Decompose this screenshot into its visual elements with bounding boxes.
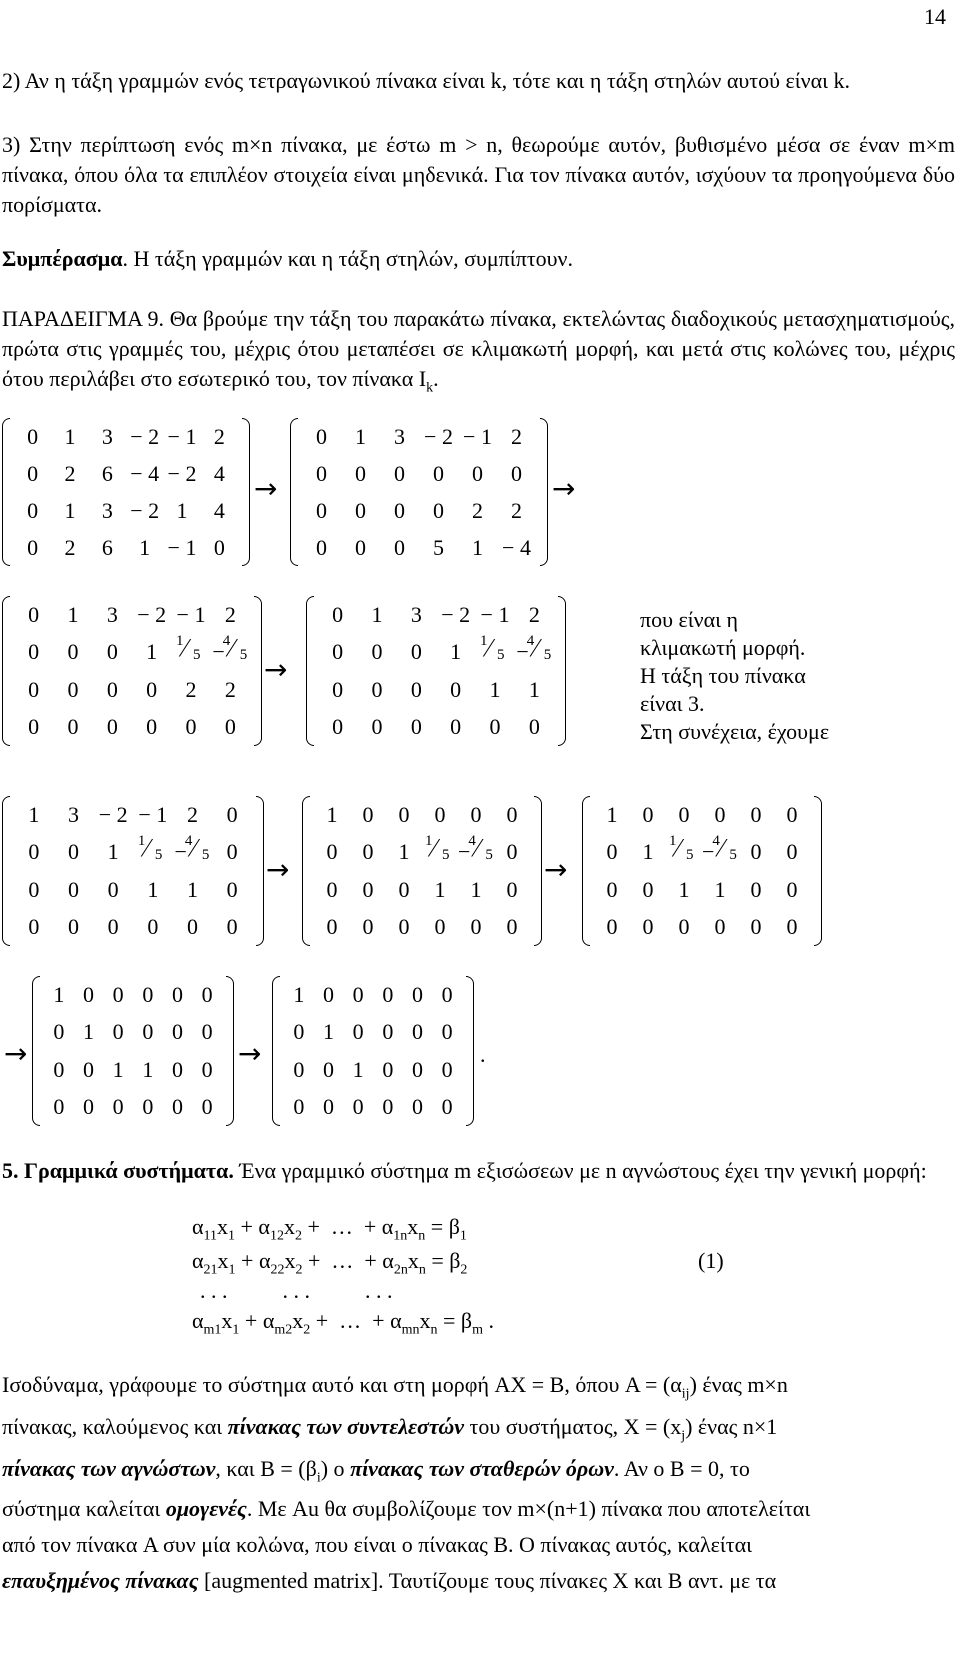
matrix-cell: 2 <box>187 801 198 827</box>
matrix-cell: 3 <box>101 423 113 449</box>
matrix-cell: 0 <box>470 801 482 827</box>
matrix-cell: 2 <box>528 601 540 627</box>
left-bracket <box>306 596 314 746</box>
matrix-cell: 0 <box>441 1094 453 1120</box>
matrix-cell: 1 <box>107 839 119 865</box>
matrix-cell: 0 <box>528 714 540 740</box>
matrix-cell: 0 <box>106 676 118 702</box>
matrix-cell: 0 <box>112 1094 124 1120</box>
matrix-cell: 0 <box>27 497 39 523</box>
left-bracket <box>290 418 298 566</box>
matrix-cell: 0 <box>352 1019 364 1045</box>
matrix-cell: 0 <box>382 1019 394 1045</box>
matrix-cell: 0 <box>28 639 40 665</box>
matrix-3 <box>2 596 262 746</box>
matrix-cell: 0 <box>112 981 124 1007</box>
matrix-cell: − 4 ⁄ 5 <box>458 833 493 865</box>
matrix-cell: 1 <box>398 839 410 865</box>
matrix-cell: 0 <box>786 914 798 940</box>
matrix-cell: 2 <box>472 497 483 523</box>
matrix-cell: 0 <box>201 981 213 1007</box>
matrix-cell: 0 <box>362 914 374 940</box>
matrix-cell: 0 <box>53 1019 65 1045</box>
note-line-1: που είναι η <box>640 607 739 632</box>
matrix-cell: 0 <box>352 981 364 1007</box>
conclusion-text: . Η τάξη γραμμών και η τάξη στηλών, συμπίπτουν. <box>122 246 573 271</box>
matrix-cell: 0 <box>172 1094 183 1120</box>
matrix-cell: 0 <box>506 839 518 865</box>
matrix-cell: 2 <box>511 497 522 523</box>
matrix-cell: 0 <box>412 1056 423 1082</box>
matrix-cell: 0 <box>226 801 238 827</box>
matrix-cell: 1 ⁄ 5 <box>425 833 450 864</box>
note-line-3: Η τάξη του πίνακα <box>640 663 806 688</box>
matrix-cell: 0 <box>28 676 40 702</box>
matrix-cell: 1 <box>323 1019 334 1045</box>
matrix-cell: 0 <box>750 839 762 865</box>
matrix-cell: 0 <box>315 460 327 486</box>
matrix-cell: 0 <box>750 914 762 940</box>
matrix-cell: 1 <box>83 1019 94 1045</box>
matrix-cell: 0 <box>28 714 40 740</box>
matrix-8 <box>32 976 234 1126</box>
right-bracket <box>534 796 542 946</box>
matrix-cell: 0 <box>606 876 618 902</box>
matrix-cell: 0 <box>106 714 118 740</box>
matrix-cell: 0 <box>362 876 374 902</box>
matrix-cell: 1 <box>470 876 482 902</box>
matrix-cell: 1 ⁄ 5 <box>137 833 163 864</box>
matrix-cell: 0 <box>28 876 40 902</box>
matrix-cell: − 2 <box>424 423 453 449</box>
matrix-cell: 0 <box>326 839 338 865</box>
matrix-cell: 1 ⁄ 5 <box>669 833 694 864</box>
matrix-cell: 0 <box>323 1056 334 1082</box>
section5-title: 5. Γραμμικά συστήματα. <box>2 1158 234 1183</box>
matrix-cell: 0 <box>506 801 518 827</box>
matrix-cell: 0 <box>362 801 374 827</box>
matrix-cell: 2 <box>64 534 76 560</box>
matrix-cell: 0 <box>293 1094 305 1120</box>
matrix-cell: 1 <box>352 1056 364 1082</box>
matrix-cell: − 4 ⁄ 5 <box>516 633 552 665</box>
matrix-cell: 1 <box>293 981 305 1007</box>
matrix-cell: 0 <box>412 981 423 1007</box>
matrix-cell: 2 <box>213 423 225 449</box>
matrix-cell: 0 <box>371 676 383 702</box>
matrix-cell: 0 <box>315 423 327 449</box>
matrix-cell: − 4 <box>130 460 160 486</box>
matrix-cell: 3 <box>101 497 113 523</box>
matrix-cell: 0 <box>642 876 654 902</box>
matrix-cell: 0 <box>362 839 374 865</box>
matrix-cell: 0 <box>172 981 183 1007</box>
matrix-cell: 0 <box>107 914 119 940</box>
matrix-cell: − 2 <box>130 497 160 523</box>
left-bracket <box>582 796 590 946</box>
left-bracket <box>272 976 280 1126</box>
matrix-cell: 0 <box>107 876 119 902</box>
matrix-cell: 0 <box>83 1094 94 1120</box>
matrix-cell: 0 <box>606 914 618 940</box>
matrix-cell: 0 <box>714 914 726 940</box>
matrix-cell: 0 <box>678 801 690 827</box>
matrix-cell: 0 <box>112 1019 124 1045</box>
matrix-cell: 2 <box>185 676 197 702</box>
matrix-cell: 1 <box>355 423 366 449</box>
matrix-cell: 0 <box>441 1056 453 1082</box>
matrix-cell: 0 <box>371 639 383 665</box>
matrix-cell: 0 <box>83 1056 94 1082</box>
right-bracket <box>254 596 262 746</box>
matrix-cell: 0 <box>606 839 618 865</box>
identity-symbol: $I_k$ <box>418 366 434 396</box>
matrix-cell: 0 <box>315 534 327 560</box>
matrix-cell: 0 <box>172 1019 183 1045</box>
matrix-cell: 0 <box>226 876 238 902</box>
matrix-6 <box>302 796 542 946</box>
matrix-cell: 3 <box>394 423 405 449</box>
matrix-cell: 0 <box>323 1094 334 1120</box>
matrix-cell: − 2 <box>167 460 197 486</box>
matrix-cell: 0 <box>382 981 394 1007</box>
matrix-cell: 0 <box>28 601 40 627</box>
matrix-cell: 0 <box>470 914 482 940</box>
matrix-cell: 0 <box>293 1019 305 1045</box>
matrix-cell: 0 <box>433 460 444 486</box>
matrix-cell: 1 <box>53 981 65 1007</box>
arrow-icon: → <box>4 1037 28 1070</box>
matrix-cell: 0 <box>142 981 154 1007</box>
matrix-cell: 0 <box>146 714 158 740</box>
text-line-6: επαυξημένος πίνακας [augmented matrix]. Ταυτίζουμε τους πίνακες X και B αντ. με τα <box>2 1568 777 1593</box>
matrix-cell: 0 <box>106 639 118 665</box>
section5-intro: 5. Γραμμικά συστήματα. Ένα γραμμικό σύστημα m εξισώσεων με n αγνώστους έχει την γενική μορφή: <box>2 1158 927 1183</box>
matrix-cell: 0 <box>142 1019 154 1045</box>
matrix-cell: 0 <box>27 534 39 560</box>
matrix-cell: 0 <box>226 839 238 865</box>
matrix-cell: 0 <box>410 676 422 702</box>
matrix-cell: 0 <box>332 639 344 665</box>
matrix-cell: 0 <box>326 914 338 940</box>
matrix-cell: 1 ⁄ 5 <box>176 633 201 664</box>
matrix-cell: 0 <box>213 534 225 560</box>
arrow-icon: → <box>266 853 290 886</box>
matrix-cell: 0 <box>355 534 366 560</box>
matrix-cell: − 4 ⁄ 5 <box>702 833 737 865</box>
matrix-cell: 0 <box>750 801 762 827</box>
matrix-4 <box>306 596 566 746</box>
equation-row-m: $\alpha_{m1}x_1 + \alpha_{m2}x_2$ + … + $\alpha_{mn}x_n = \beta_m$ . <box>192 1308 494 1338</box>
matrix-cell: 0 <box>68 914 79 940</box>
matrix-cell: 0 <box>293 1056 305 1082</box>
arrow-icon: → <box>552 472 576 505</box>
matrix-cell: 0 <box>67 676 79 702</box>
matrix-cell: 0 <box>642 914 654 940</box>
matrix-cell: 0 <box>201 1056 213 1082</box>
right-bracket <box>466 976 474 1126</box>
matrix-cell: − 4 <box>502 534 531 560</box>
matrix-cell: 0 <box>433 497 444 523</box>
matrix-cell: 0 <box>332 714 344 740</box>
matrix-cell: 0 <box>398 801 410 827</box>
equation-row-1: $\alpha_{11}x_1 + \alpha_{12}x_2$ + … + $\alpha_{1n}x_n = \beta_1$ <box>192 1214 467 1244</box>
matrix-cell: 0 <box>441 981 453 1007</box>
matrix-cell: 0 <box>506 914 518 940</box>
right-bracket <box>242 418 250 566</box>
matrix-cell: 0 <box>511 460 522 486</box>
matrix-cell: 1 <box>64 423 76 449</box>
conclusion-label: Συμπέρασμα <box>2 246 123 271</box>
matrix-cell: 0 <box>323 981 334 1007</box>
matrix-cell: 2 <box>64 460 76 486</box>
matrix-1 <box>2 418 250 566</box>
matrix-cell: 1 <box>112 1056 124 1082</box>
matrix-cell: 1 <box>176 497 188 523</box>
example-text: ΠΑΡΑΔΕΙΓΜΑ 9. Θα βρούμε την τάξη του παρακάτω πίνακα, εκτελώντας διαδοχικούς μετασχηματισμούς, πρώτα στις γραμμές του, μέχρις ότου μεταπέσει σε κλιμακωτή μορφή, και μετά στις κολώνες του, μέχρις ότου περιλάβει στο εσωτερικό του, τον πίνακα <box>2 306 955 391</box>
matrix-cell: 0 <box>172 1056 183 1082</box>
arrow-icon: → <box>254 472 278 505</box>
matrix-cell: 1 <box>142 1056 154 1082</box>
matrix-cell: 0 <box>68 876 79 902</box>
matrix-cell: 0 <box>142 1094 154 1120</box>
matrix-cell: 0 <box>394 497 405 523</box>
matrix-cell: − 1 <box>167 534 197 560</box>
matrix-cell: 0 <box>332 676 344 702</box>
matrix-cell: 0 <box>382 1056 394 1082</box>
matrix-cell: 1 <box>472 534 483 560</box>
matrix-cell: 1 <box>187 876 198 902</box>
arrow-icon: → <box>544 853 568 886</box>
matrix-cell: 1 <box>606 801 618 827</box>
matrix-cell: 0 <box>28 839 40 865</box>
matrix-cell: 0 <box>201 1019 213 1045</box>
matrix-cell: 0 <box>786 801 798 827</box>
paragraph-corollary-2: 2) Αν η τάξη γραμμών ενός τετραγωνικού πίνακα είναι k, τότε και η τάξη στηλών αυτού είναι k. <box>2 68 851 93</box>
matrix-cell: 6 <box>101 460 113 486</box>
matrix-cell: 0 <box>786 839 798 865</box>
arrow-icon: → <box>264 653 288 686</box>
matrix-cell: 0 <box>450 714 462 740</box>
matrix-cell: − 1 <box>176 601 206 627</box>
matrix-cell: 0 <box>441 1019 453 1045</box>
matrix-cell: − 2 <box>441 601 471 627</box>
matrix-cell: 2 <box>224 601 236 627</box>
matrix-cell: 0 <box>398 914 410 940</box>
right-bracket <box>558 596 566 746</box>
note-line-2: κλιμακωτή μορφή. <box>640 635 806 660</box>
matrix-cell: 0 <box>315 497 327 523</box>
matrix-cell: 0 <box>352 1094 364 1120</box>
matrix-cell: 0 <box>67 714 79 740</box>
page-number: 14 <box>924 4 946 29</box>
matrix-cell: 1 <box>67 601 79 627</box>
matrix-cell: 0 <box>489 714 501 740</box>
matrix-cell: 0 <box>410 639 422 665</box>
matrix-cell: 3 <box>68 801 79 827</box>
matrix-cell: − 2 <box>98 801 128 827</box>
matrix-cell: 0 <box>371 714 383 740</box>
matrix-cell: 1 <box>642 839 654 865</box>
matrix-cell: 0 <box>398 876 410 902</box>
matrix-cell: 0 <box>642 801 654 827</box>
right-bracket <box>226 976 234 1126</box>
matrix-cell: − 1 <box>463 423 492 449</box>
matrix-cell: 0 <box>185 714 197 740</box>
matrix-cell: 0 <box>147 914 159 940</box>
matrix-cell: 1 <box>326 801 338 827</box>
matrix-cell: 0 <box>382 1094 394 1120</box>
matrix-cell: 1 <box>450 639 462 665</box>
matrix-cell: 0 <box>750 876 762 902</box>
matrix-cell: 0 <box>53 1094 65 1120</box>
matrix-cell: − 2 <box>130 423 160 449</box>
matrix-cell: 2 <box>511 423 522 449</box>
matrix-cell: 0 <box>67 639 79 665</box>
left-bracket <box>2 418 10 566</box>
matrix-cell: 1 <box>64 497 76 523</box>
conclusion <box>2 246 573 272</box>
matrix-cell: − 4 ⁄ 5 <box>212 633 248 665</box>
arrow-icon: → <box>238 1037 262 1070</box>
text-line-5: από τον πίνακα A συν μία κολώνα, που είναι ο πίνακας B. Ο πίνακας αυτός, καλείται <box>2 1532 753 1557</box>
text-line-3: πίνακας των αγνώστων, και $B = (\beta_i)$ ο πίνακας των σταθερών όρων. Αν ο B = 0, το <box>2 1456 750 1486</box>
text-line-4: σύστημα καλείται ομογενές. Με Au θα συμβολίζουμε τον m×(n+1) πίνακα που αποτελείται <box>2 1496 811 1521</box>
matrix-cell: 0 <box>83 981 94 1007</box>
matrix-cell: 1 <box>678 876 690 902</box>
matrix-cell: 0 <box>472 460 483 486</box>
matrix-2 <box>290 418 548 566</box>
matrix-cell: 1 <box>28 801 40 827</box>
left-bracket <box>2 796 10 946</box>
matrix-cell: 0 <box>27 460 39 486</box>
matrix-cell: 1 <box>528 676 540 702</box>
matrix-cell: 0 <box>394 460 405 486</box>
matrix-9 <box>272 976 474 1126</box>
matrix-cell: 0 <box>434 801 446 827</box>
trailing-dot: . <box>480 1042 486 1067</box>
note-line-5: Στη συνέχεια, έχουμε <box>640 719 830 744</box>
matrix-cell: 1 <box>489 676 501 702</box>
matrix-cell: 1 <box>147 876 159 902</box>
matrix-cell: − 4 ⁄ 5 <box>174 833 210 865</box>
matrix-cell: 1 <box>146 639 158 665</box>
example-paragraph: ΠΑΡΑΔΕΙΓΜΑ 9. Θα βρούμε την τάξη του παρακάτω πίνακα, εκτελώντας διαδοχικούς μετασχηματισμούς, πρώτα στις γραμμές του, μέχρις ότου μεταπέσει σε κλιμακωτή μορφή, και μετά στις κολώνες του, μέχρις ότου περιλάβει στο εσωτερικό του, τον πίνακα $I_k$. <box>2 306 955 396</box>
matrix-cell: 0 <box>53 1056 65 1082</box>
matrix-cell: − 2 <box>137 601 167 627</box>
matrix-cell: 0 <box>68 839 79 865</box>
equation-row-2: $\alpha_{21}x_1 + \alpha_{22}x_2$ + … + $\alpha_{2n}x_n = \beta_2$ <box>192 1248 468 1278</box>
matrix-cell: 0 <box>412 1094 423 1120</box>
equation-dots: . . . . . . . . . <box>200 1278 393 1303</box>
matrix-cell: 0 <box>506 876 518 902</box>
matrix-cell: 1 <box>371 601 383 627</box>
right-bracket <box>256 796 264 946</box>
matrix-cell: 3 <box>106 601 118 627</box>
matrix-cell: 0 <box>355 460 366 486</box>
matrix-cell: 0 <box>201 1094 213 1120</box>
matrix-cell: 6 <box>101 534 113 560</box>
matrix-cell: 3 <box>410 601 422 627</box>
matrix-cell: 0 <box>332 601 344 627</box>
matrix-cell: 0 <box>714 801 726 827</box>
matrix-cell: 4 <box>213 497 225 523</box>
matrix-cell: 0 <box>786 876 798 902</box>
matrix-7 <box>582 796 822 946</box>
right-bracket <box>814 796 822 946</box>
text-line-2: πίνακας, καλούμενος και πίνακας των συντελεστών του συστήματος, $X = (x_j)$ ένας n×1 <box>2 1414 778 1444</box>
matrix-cell: 0 <box>28 914 40 940</box>
matrix-cell: 0 <box>450 676 462 702</box>
matrix-cell: 0 <box>224 714 236 740</box>
paragraph-corollary-3: 3) Στην περίπτωση ενός m×n πίνακα, με έστω m > n, θεωρούμε αυτόν, βυθισμένο μέσα σε έναν m×m πίνακα, όπου όλα τα επιπλέον στοιχεία είναι μηδενικά. Για τον πίνακα αυτόν, ισχύουν τα προηγούμενα δύο πορίσματα. <box>2 132 955 217</box>
matrix-cell: 1 <box>434 876 446 902</box>
matrix-cell: 0 <box>394 534 405 560</box>
matrix-cell: − 1 <box>480 601 510 627</box>
left-bracket <box>32 976 40 1126</box>
matrix-cell: 2 <box>224 676 236 702</box>
matrix-cell: − 1 <box>138 801 168 827</box>
matrix-5 <box>2 796 264 946</box>
matrix-cell: 0 <box>434 914 446 940</box>
left-bracket <box>2 596 10 746</box>
matrix-cell: 4 <box>213 460 225 486</box>
matrix-cell: 0 <box>326 876 338 902</box>
matrix-cell: 0 <box>27 423 39 449</box>
matrix-cell: − 1 <box>167 423 197 449</box>
matrix-cell: 0 <box>410 714 422 740</box>
left-bracket <box>302 796 310 946</box>
matrix-cell: 0 <box>678 914 690 940</box>
matrix-cell: 1 ⁄ 5 <box>480 633 505 664</box>
matrix-cell: 1 <box>139 534 151 560</box>
matrix-cell: 0 <box>226 914 238 940</box>
matrix-cell: 1 <box>714 876 726 902</box>
matrix-cell: 0 <box>187 914 198 940</box>
text-line-1: Ισοδύναμα, γράφουμε το σύστημα αυτό και στη μορφή AX = B, όπου $A = (\alpha_{ij})$ ένας m×n <box>2 1372 788 1402</box>
note-line-4: είναι 3. <box>640 691 705 716</box>
matrix-cell: 5 <box>433 534 444 560</box>
matrix-note <box>640 606 880 746</box>
matrix-cell: 0 <box>412 1019 423 1045</box>
right-bracket <box>540 418 548 566</box>
equation-label: (1) <box>698 1248 724 1273</box>
matrix-cell: 0 <box>355 497 366 523</box>
matrix-cell: 0 <box>146 676 158 702</box>
